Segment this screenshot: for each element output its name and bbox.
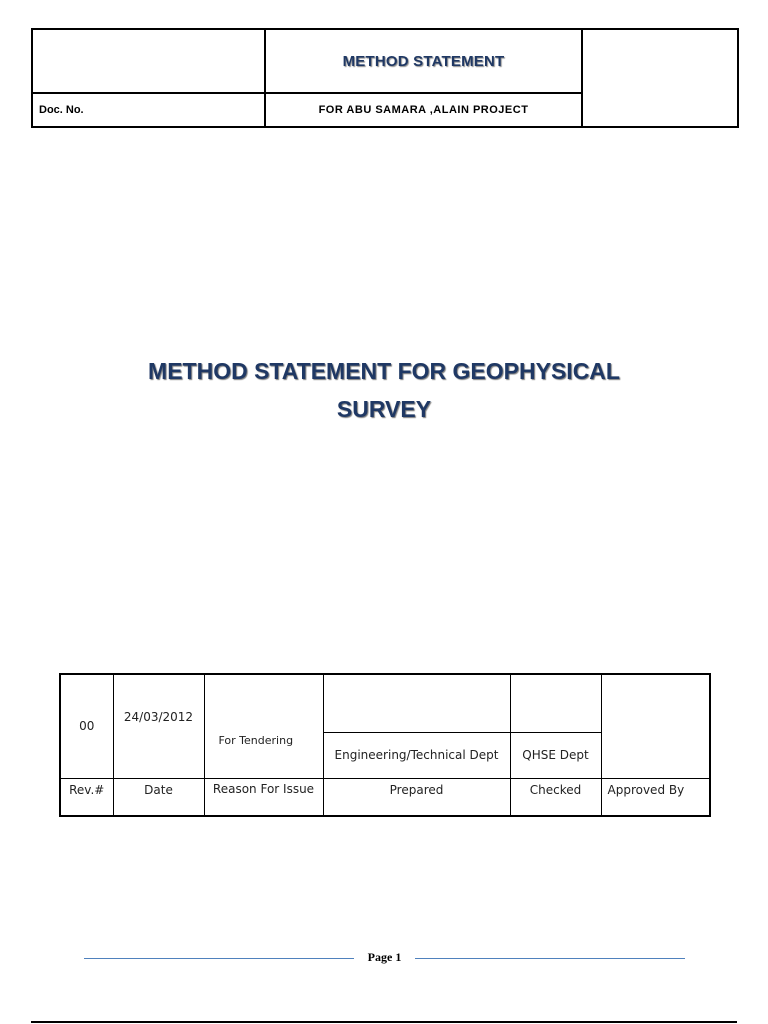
- header-date: Date: [113, 778, 204, 816]
- header-checked: Checked: [510, 778, 601, 816]
- header-prepared: Prepared: [323, 778, 510, 816]
- revision-table: [59, 673, 711, 817]
- checked-blank-cell: [510, 674, 601, 732]
- reason-blank-cell: [204, 674, 323, 732]
- header-reason: Reason For Issue: [204, 778, 323, 816]
- document-header: [31, 28, 739, 128]
- page-number: Page 1: [367, 950, 402, 964]
- header-blank-cell: [32, 29, 265, 93]
- project-name: FOR ABU SAMARA ,ALAIN PROJECT: [265, 93, 582, 127]
- header-rev: Rev.#: [60, 778, 113, 816]
- footer-rule-right: [415, 958, 685, 959]
- header-logo-cell: [582, 29, 738, 127]
- bottom-rule: [31, 1021, 737, 1023]
- document-title: [84, 352, 684, 428]
- prepared-by: Engineering/Technical Dept: [323, 732, 510, 778]
- approved-value: [601, 674, 710, 778]
- header-approved: Approved By: [601, 778, 710, 816]
- document-title-line-1: METHOD STATEMENT FOR GEOPHYSICAL: [148, 358, 620, 384]
- prepared-blank-cell: [323, 674, 510, 732]
- doc-no-label: Doc. No.: [32, 93, 265, 127]
- revision-reason: For Tendering: [204, 732, 323, 778]
- revision-date: 24/03/2012: [113, 674, 204, 778]
- page-footer: [84, 950, 685, 966]
- header-title: METHOD STATEMENT: [265, 29, 582, 93]
- revision-number: 00: [60, 674, 113, 778]
- document-title-line-2: SURVEY: [336, 396, 432, 422]
- checked-by: QHSE Dept: [510, 732, 601, 778]
